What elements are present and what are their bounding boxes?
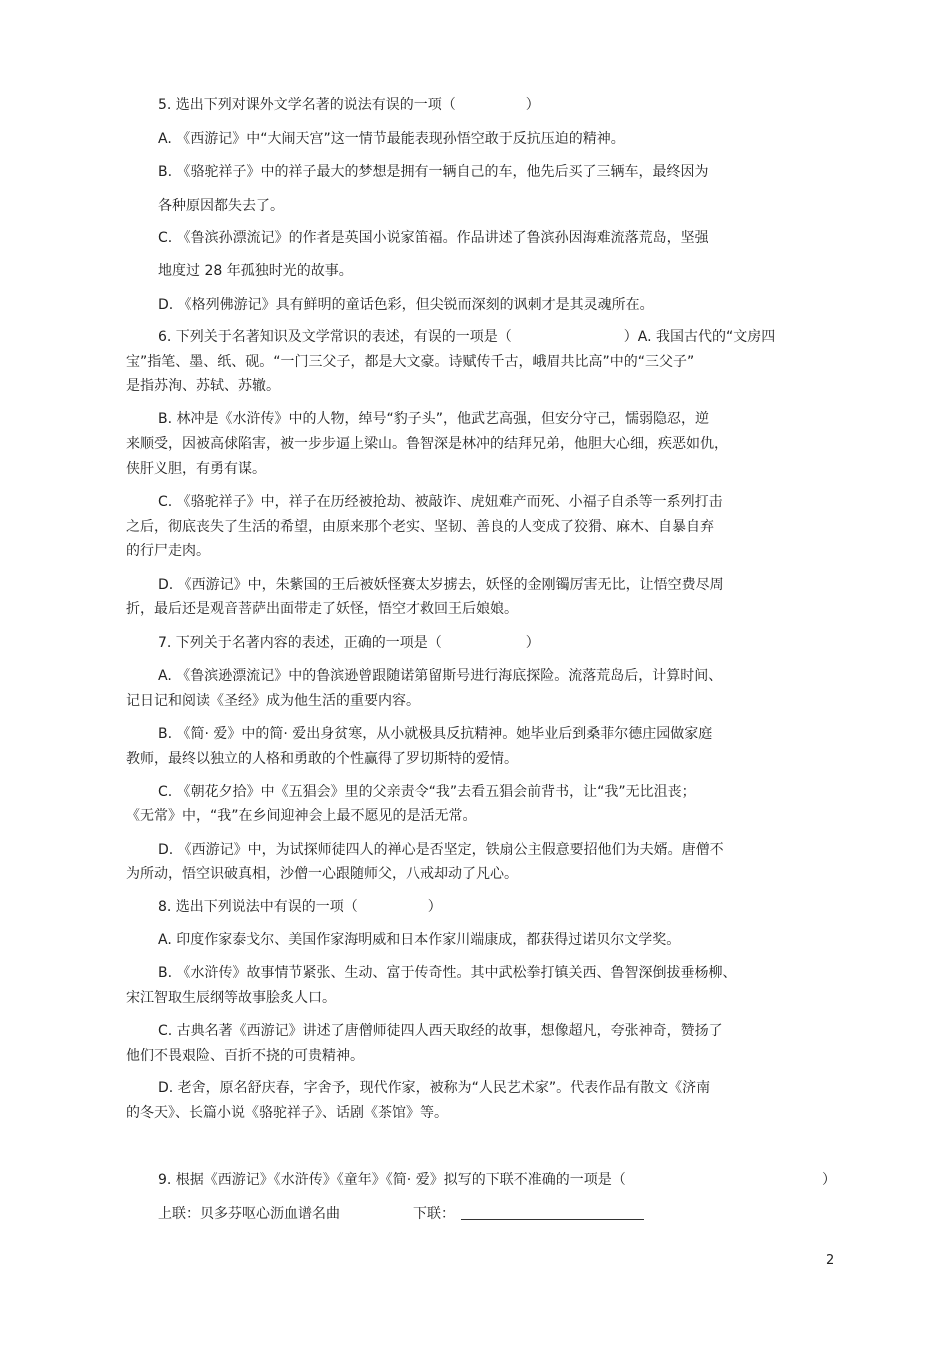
q7-option-c-line2: 《无常》中，“我”在乡间迎神会上最不愿见的是活无常。 bbox=[126, 808, 477, 824]
q8-option-b-line2: 宋江智取生辰纲等故事脍炙人口。 bbox=[126, 990, 336, 1006]
q7-option-d-line1: D. 《西游记》中，为试探师徒四人的禅心是否坚定，铁扇公主假意要招他们为夫婿。唐僧不 bbox=[158, 842, 724, 858]
q7-option-c-line1: C. 《朝花夕拾》中《五猖会》里的父亲责令“我”去看五猖会前背书，让“我”无比沮丧； bbox=[158, 784, 696, 800]
q8-option-b-line1: B. 《水浒传》故事情节紧张、生动、富于传奇性。其中武松拳打镇关西、鲁智深倒拔垂杨柳、 bbox=[158, 965, 737, 981]
q6-option-b-line1: B. 林冲是《水浒传》中的人物，绰号“豹子头”，他武艺高强，但安分守己，懦弱隐忍，逆 bbox=[158, 411, 710, 427]
q5-option-c-line1: C. 《鲁滨孙漂流记》的作者是英国小说家笛福。作品讲述了鲁滨孙因海难流落荒岛，坚强 bbox=[158, 230, 709, 246]
q6-option-d-line2: 折，最后还是观音菩萨出面带走了妖怪，悟空才救回王后娘娘。 bbox=[126, 601, 518, 617]
q8-stem: 8. 选出下列说法中有误的一项（ ） bbox=[158, 899, 442, 915]
q9-upper-couplet: 上联：贝多芬呕心沥血谱名曲 bbox=[158, 1206, 340, 1222]
q7-option-b-line1: B. 《简· 爱》中的简· 爱出身贫寒，从小就极具反抗精神。她毕业后到桑菲尔德庄园做家庭 bbox=[158, 726, 713, 742]
q6-line2: 宝”指笔、墨、纸、砚。“一门三父子，都是大文豪。诗赋传千古，峨眉共比高”中的“三父子” bbox=[126, 354, 695, 370]
q8-option-c-line1: C. 古典名著《西游记》讲述了唐僧师徒四人西天取经的故事，想像超凡，夸张神奇，赞扬了 bbox=[158, 1023, 723, 1039]
q6-option-b-line2: 来顺受，因被高俅陷害，被一步步逼上梁山。鲁智深是林冲的结拜兄弟，他胆大心细，疾恶如仇， bbox=[126, 436, 728, 452]
q7-option-a-line1: A. 《鲁滨逊漂流记》中的鲁滨逊曾跟随诺第留斯号进行海底探险。流落荒岛后，计算时间、 bbox=[158, 668, 723, 684]
q6-option-c-line2: 之后，彻底丧失了生活的希望，由原来那个老实、坚韧、善良的人变成了狡猾、麻木、自暴自弃 bbox=[126, 519, 714, 535]
q6-line3: 是指苏洵、苏轼、苏辙。 bbox=[126, 378, 280, 394]
q5-option-a: A. 《西游记》中“大闹天宫”这一情节最能表现孙悟空敢于反抗压迫的精神。 bbox=[158, 131, 625, 147]
q5-option-c-line2: 地度过 28 年孤独时光的故事。 bbox=[158, 263, 353, 279]
q9-stem: 9. 根据《西游记》《水浒传》《童年》《简· 爱》拟写的下联不准确的一项是（ bbox=[158, 1172, 626, 1188]
answer-blank-line bbox=[461, 1219, 644, 1220]
q5-stem: 5. 选出下列对课外文学名著的说法有误的一项（ ） bbox=[158, 97, 540, 113]
q8-option-a: A. 印度作家泰戈尔、美国作家海明威和日本作家川端康成，都获得过诺贝尔文学奖。 bbox=[158, 932, 681, 948]
q6-option-c-line3: 的行尸走肉。 bbox=[126, 543, 210, 559]
q6-option-b-line3: 侠肝义胆，有勇有谋。 bbox=[126, 461, 266, 477]
page-number: 2 bbox=[826, 1253, 835, 1268]
q7-option-a-line2: 记日记和阅读《圣经》成为他生活的重要内容。 bbox=[126, 693, 420, 709]
q7-option-d-line2: 为所动，悟空识破真相，沙僧一心跟随师父，八戒却动了凡心。 bbox=[126, 866, 518, 882]
q9-lower-couplet-label: 下联： bbox=[413, 1206, 455, 1222]
q8-option-c-line2: 他们不畏艰险、百折不挠的可贵精神。 bbox=[126, 1048, 364, 1064]
q6-option-d-line1: D. 《西游记》中，朱紫国的王后被妖怪赛太岁掳去，妖怪的金刚镯厉害无比，让悟空费尽周 bbox=[158, 577, 724, 593]
q5-option-b-line2: 各种原因都失去了。 bbox=[158, 198, 284, 214]
q8-option-d-line2: 的冬天》、长篇小说《骆驼祥子》、话剧《茶馆》等。 bbox=[126, 1105, 448, 1121]
q7-option-b-line2: 教师，最终以独立的人格和勇敢的个性赢得了罗切斯特的爱情。 bbox=[126, 751, 518, 767]
q6-option-c-line1: C. 《骆驼祥子》中，祥子在历经被抢劫、被敲诈、虎妞难产而死、小福子自杀等一系列打击 bbox=[158, 494, 723, 510]
q9-close-paren: ） bbox=[822, 1172, 836, 1188]
q5-option-d: D. 《格列佛游记》具有鲜明的童话色彩，但尖锐而深刻的讽刺才是其灵魂所在。 bbox=[158, 297, 654, 313]
q8-option-d-line1: D. 老舍，原名舒庆春，字舍予，现代作家，被称为“人民艺术家”。代表作品有散文《济南 bbox=[158, 1080, 711, 1096]
q5-option-b-line1: B. 《骆驼祥子》中的祥子最大的梦想是拥有一辆自己的车，他先后买了三辆车，最终因为 bbox=[158, 164, 709, 180]
q6-line1: 6. 下列关于名著知识及文学常识的表述，有误的一项是（ ）A. 我国古代的“文房四 bbox=[158, 329, 776, 345]
q7-stem: 7. 下列关于名著内容的表述，正确的一项是（ ） bbox=[158, 635, 540, 651]
